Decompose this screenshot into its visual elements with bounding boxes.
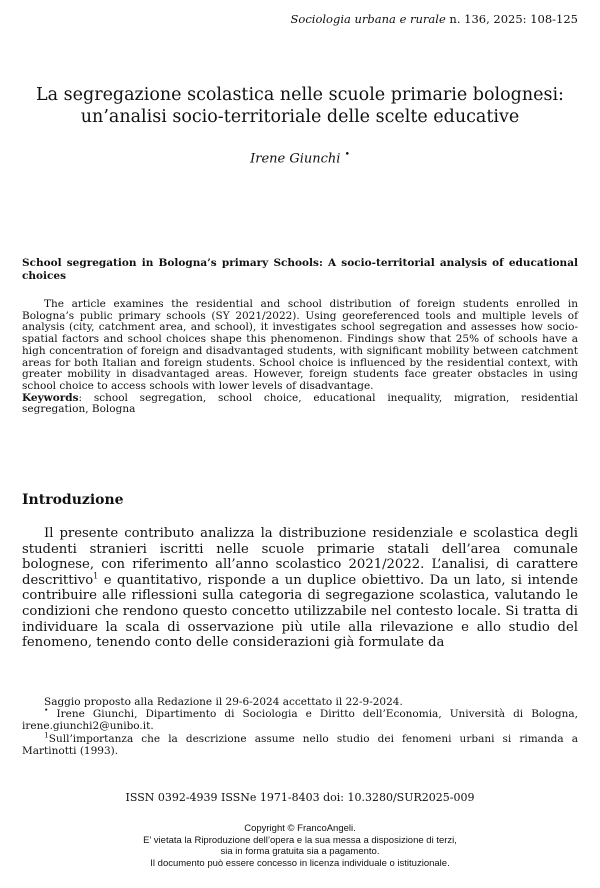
footnote-reference: 1 (93, 571, 99, 581)
copyright-line-2: E’ vietata la Riproduzione dell’opera e la sua messa a disposizione di terzi, (143, 834, 457, 846)
submission-note: Saggio proposto alla Redazione il 29-6-2024 accettato il 22-9-2024. (44, 696, 403, 708)
copyright-line-1: Copyright © FrancoAngeli. (244, 823, 356, 834)
copyright-notice (0, 823, 600, 869)
author-note-mark: • (44, 705, 49, 715)
running-head (291, 12, 578, 26)
copyright-line-4: Il documento può essere concesso in licenza individuale o istituzionale. (150, 857, 450, 869)
section-heading: Introduzione (22, 492, 124, 508)
article-title-line-2: un’analisi socio-territoriale delle scelte educative (80, 107, 520, 127)
body-text-part-2: e quantitativo, risponde a un duplice obiettivo. Da un lato, si intende contribuire alle riflessioni sulla categoria di segregazione scolastica, valutando le condizioni che rendono questo concetto utilizzabile nel contesto locale. Si tratta di individuare la scala di osservazione più utile alla rilevazione e allo studio del fenomeno, tenendo conto delle considerazioni già formulate da (22, 572, 578, 651)
keywords (22, 393, 578, 416)
copyright-line-3: sia in forma gratuita sia a pagamento. (220, 846, 380, 857)
body-text-part-1: Il presente contributo analizza la distribuzione residenziale e scolastica degli studenti stranieri iscritti nelle scuole primarie statali dell’area comunale bolognese, con riferimento all’anno scolastico 2021/2022. L’analisi, di carattere descrittivo (22, 526, 578, 588)
keywords-label: Keywords (22, 391, 79, 404)
author-affiliation-note (22, 705, 578, 733)
author-name: Irene Giunchi (250, 151, 341, 167)
article-title-line-1: La segregazione scolastica nelle scuole primarie bolognesi: (36, 85, 564, 105)
issn-doi-line: ISSN 0392-4939 ISSNe 1971-8403 doi: 10.3280/SUR2025-009 (125, 791, 475, 804)
footnote-1-mark: 1 (44, 730, 49, 740)
abstract (22, 299, 578, 416)
footnote-1-text: Sull’importanza che la descrizione assume nello studio dei fenomeni urbani si rimanda a Martinotti (1993). (22, 732, 578, 757)
author-footnote-mark: • (344, 150, 350, 160)
journal-name: Sociologia urbana e rurale (290, 12, 446, 26)
author-byline (0, 150, 600, 166)
keywords-list: : school segregation, school choice, educational inequality, migration, residential segregation, Bologna (22, 391, 578, 416)
article-title (20, 84, 580, 128)
body-paragraph (22, 526, 578, 651)
english-title: School segregation in Bologna’s primary Schools: A socio-territorial analysis of educational choices (22, 257, 578, 282)
footnote-1 (22, 730, 578, 757)
abstract-text: The article examines the residential and school distribution of foreign students enrolled in Bologna’s public primary schools (SY 2021/2022). Using georeferenced tools and multiple levels of analysis (city, catchment area, and school), it investigates school segregation and assesses how socio-spatial factors and school choices shape this phenomenon. Findings show that 25% of schools have a high concentration of foreign and disadvantaged students, with significant mobility between catchment areas for both Italian and foreign students. School choice is influenced by the residential context, with greater mobility in disadvantaged areas. However, foreign students face greater obstacles in using school choice to access schools with lower levels of disadvantage. (22, 298, 578, 392)
author-note-text: Irene Giunchi, Dipartimento di Sociologia e Diritto dell’Economia, Università di Bologna, irene.giunchi2@unibo.it. (22, 708, 578, 733)
issue-details: n. 136, 2025: 108-125 (445, 12, 578, 26)
footnotes (22, 696, 578, 757)
